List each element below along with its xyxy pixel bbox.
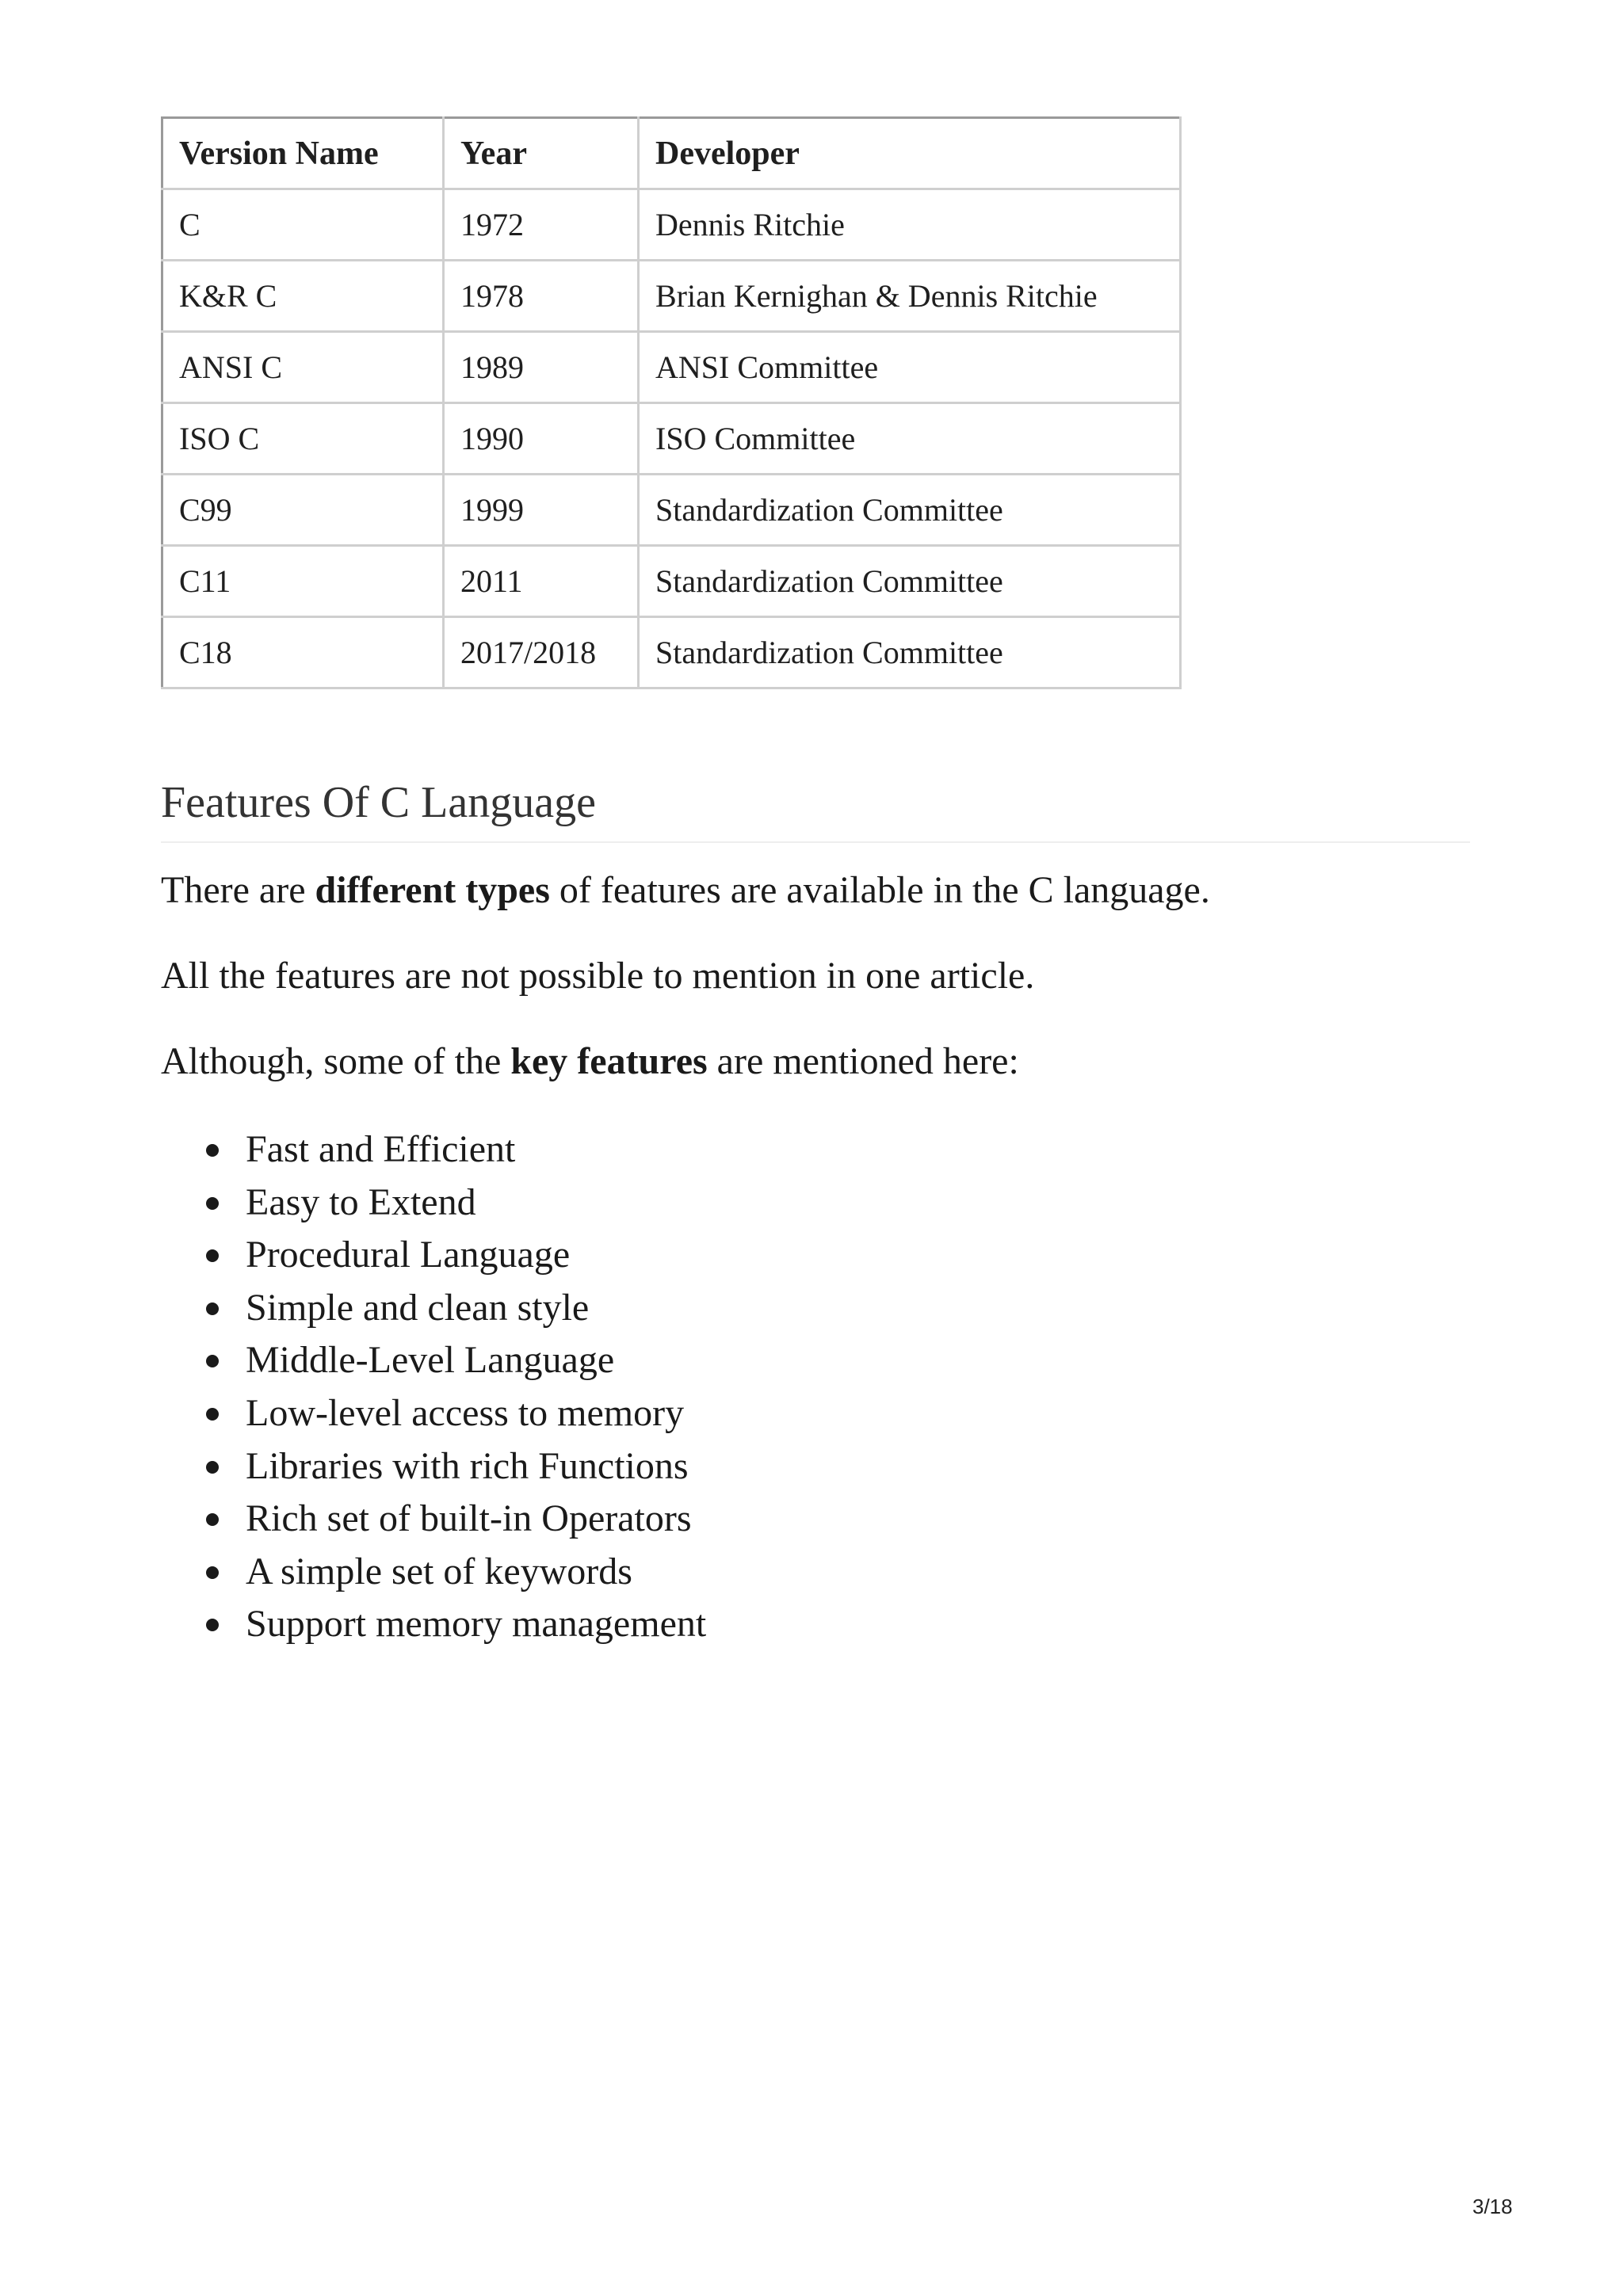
bullet-icon xyxy=(206,1355,219,1367)
cell-version-name: C xyxy=(162,189,444,261)
feature-label: Support memory management xyxy=(246,1603,707,1646)
key-text-end: are mentioned here: xyxy=(707,1040,1019,1082)
cell-developer: Standardization Committee xyxy=(639,475,1181,546)
cell-year: 1990 xyxy=(444,403,639,475)
bullet-icon xyxy=(206,1619,219,1631)
feature-label: Low-level access to memory xyxy=(246,1391,685,1434)
table-row xyxy=(162,617,1181,688)
cell-developer: Dennis Ritchie xyxy=(639,189,1181,261)
cell-version-name: ISO C xyxy=(162,403,444,475)
list-item xyxy=(161,1229,706,1282)
feature-label: Fast and Efficient xyxy=(246,1128,516,1170)
table-row xyxy=(162,332,1181,403)
cell-developer: Standardization Committee xyxy=(639,546,1181,617)
list-item xyxy=(161,1598,706,1651)
cell-year: 1978 xyxy=(444,261,639,332)
bullet-icon xyxy=(206,1513,219,1526)
feature-label: Libraries with rich Functions xyxy=(246,1444,689,1487)
c-versions-table xyxy=(161,116,1182,689)
cell-version-name: C18 xyxy=(162,617,444,688)
cell-year: 1972 xyxy=(444,189,639,261)
feature-label: Rich set of built-in Operators xyxy=(246,1497,692,1540)
table-row xyxy=(162,189,1181,261)
intro-text-end: of features are available in the C language. xyxy=(549,869,1210,911)
cell-developer: Standardization Committee xyxy=(639,617,1181,688)
intro-emphasis: different types xyxy=(315,869,550,911)
header-developer: Developer xyxy=(639,118,1181,189)
cell-developer: ANSI Committee xyxy=(639,332,1181,403)
bullet-icon xyxy=(206,1302,219,1315)
intro-text-start: There are xyxy=(161,869,315,911)
table-row xyxy=(162,475,1181,546)
cell-version-name: K&R C xyxy=(162,261,444,332)
table-row xyxy=(162,546,1181,617)
intro-paragraph xyxy=(161,867,1210,914)
key-emphasis: key features xyxy=(510,1040,708,1082)
cell-year: 2011 xyxy=(444,546,639,617)
header-version-name: Version Name xyxy=(162,118,444,189)
list-item xyxy=(161,1123,706,1177)
bullet-icon xyxy=(206,1408,219,1421)
bullet-icon xyxy=(206,1461,219,1474)
feature-label: Simple and clean style xyxy=(246,1286,590,1329)
feature-label: Easy to Extend xyxy=(246,1180,476,1223)
feature-label: Procedural Language xyxy=(246,1234,571,1276)
header-year: Year xyxy=(444,118,639,189)
list-item xyxy=(161,1493,706,1546)
list-item xyxy=(161,1440,706,1493)
cell-version-name: ANSI C xyxy=(162,332,444,403)
note-paragraph: All the features are not possible to mention in one article. xyxy=(161,955,1035,997)
key-features-paragraph xyxy=(161,1038,1019,1085)
bullet-icon xyxy=(206,1197,219,1210)
page-number: 3/18 xyxy=(1472,2195,1513,2218)
list-item xyxy=(161,1546,706,1599)
cell-version-name: C11 xyxy=(162,546,444,617)
list-item xyxy=(161,1387,706,1440)
cell-year: 2017/2018 xyxy=(444,617,639,688)
section-heading: Features Of C Language xyxy=(161,775,1470,843)
cell-developer: Brian Kernighan & Dennis Ritchie xyxy=(639,261,1181,332)
table-header-row xyxy=(162,118,1181,189)
key-text-start: Although, some of the xyxy=(161,1040,511,1082)
feature-label: Middle-Level Language xyxy=(246,1339,615,1382)
feature-label: A simple set of keywords xyxy=(246,1550,632,1592)
bullet-icon xyxy=(206,1566,219,1579)
list-item xyxy=(161,1334,706,1387)
bullet-icon xyxy=(206,1249,219,1262)
list-item xyxy=(161,1282,706,1335)
list-item xyxy=(161,1177,706,1230)
table-row xyxy=(162,403,1181,475)
cell-version-name: C99 xyxy=(162,475,444,546)
cell-year: 1999 xyxy=(444,475,639,546)
features-list xyxy=(161,1123,706,1651)
bullet-icon xyxy=(206,1144,219,1157)
table-row xyxy=(162,261,1181,332)
cell-year: 1989 xyxy=(444,332,639,403)
cell-developer: ISO Committee xyxy=(639,403,1181,475)
